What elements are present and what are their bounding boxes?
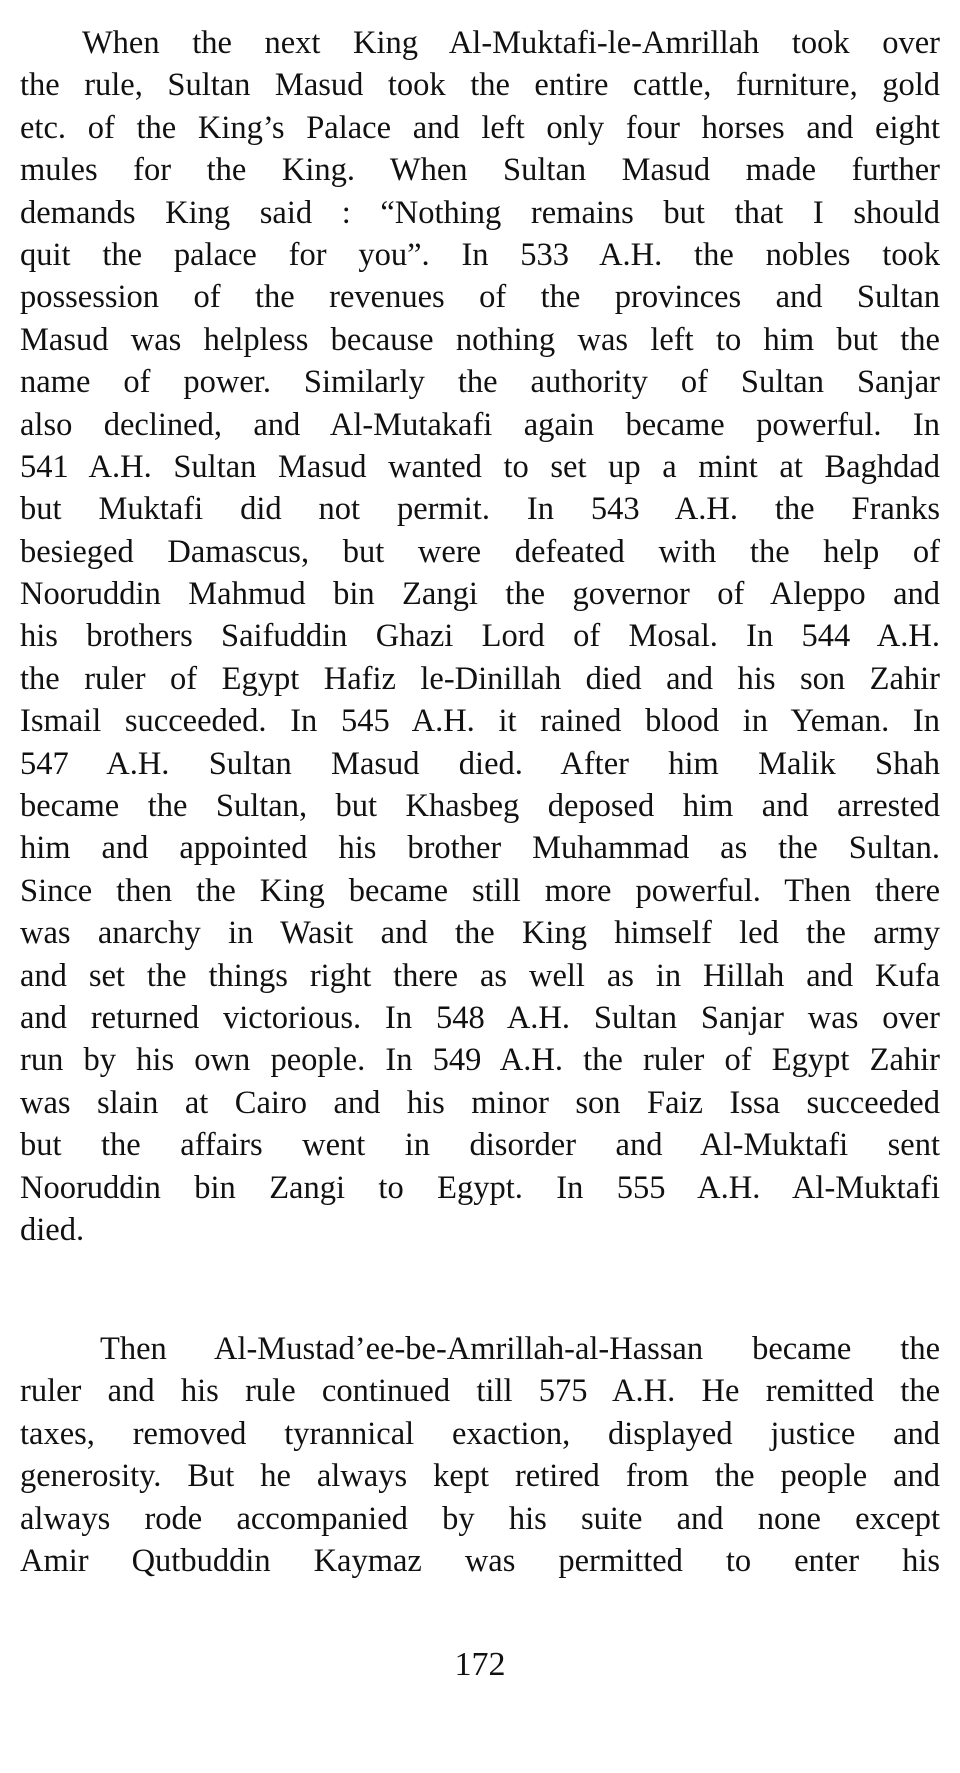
text-line: quit the palace for you”. In 533 A.H. the nobles took [20, 236, 940, 273]
text-line: Then Al-Mustad’ee-be-Amrillah-al-Hassan became the [100, 1331, 940, 1367]
text-line: Masud was helpless because nothing was left to him but the [20, 321, 940, 358]
text-line: Nooruddin Mahmud bin Zangi the governor of Aleppo and [20, 576, 940, 613]
text-line: ruler and his rule continued till 575 A.H. He remitted the [20, 1373, 940, 1410]
text-line: Amir Qutbuddin Kaymaz was permitted to enter his [20, 1542, 940, 1579]
text-line: him and appointed his brother Muhammad as the Sultan. [20, 830, 940, 867]
text-line: always rode accompanied by his suite and none except [20, 1500, 940, 1537]
text-line: 541 A.H. Sultan Masud wanted to set up a mint at Baghdad [20, 448, 940, 485]
text-line: When the next King Al-Muktafi-le-Amrillah took over [82, 25, 940, 61]
text-line: but Muktafi did not permit. In 543 A.H. the Franks [20, 491, 940, 528]
text-line: Ismail succeeded. In 545 A.H. it rained blood in Yeman. In [20, 703, 940, 740]
paragraph-1 [20, 22, 940, 1251]
text-line: but the affairs went in disorder and Al-Muktafi sent [20, 1127, 940, 1164]
text-line: generosity. But he always kept retired from the people and [20, 1458, 940, 1495]
text-line: also declined, and Al-Mutakafi again became powerful. In [20, 406, 940, 443]
text-line: and returned victorious. In 548 A.H. Sultan Sanjar was over [20, 999, 940, 1036]
page-number: 172 [454, 1646, 506, 1683]
text-line: run by his own people. In 549 A.H. the ruler of Egypt Zahir [20, 1042, 940, 1079]
text-line: Since then the King became still more powerful. Then there [20, 872, 940, 909]
text-line: his brothers Saifuddin Ghazi Lord of Mosal. In 544 A.H. [20, 618, 940, 655]
text-line: was anarchy in Wasit and the King himself led the army [20, 915, 940, 952]
text-line: taxes, removed tyrannical exaction, displayed justice and [20, 1415, 940, 1452]
text-line: possession of the revenues of the provinces and Sultan [20, 279, 940, 316]
text-line: the rule, Sultan Masud took the entire cattle, furniture, gold [20, 67, 940, 104]
text-line: name of power. Similarly the authority of Sultan Sanjar [20, 364, 940, 401]
text-line: demands King said : “Nothing remains but that I should [20, 194, 940, 231]
text-line: the ruler of Egypt Hafiz le-Dinillah died and his son Zahir [20, 660, 940, 697]
text-line: mules for the King. When Sultan Masud made further [20, 152, 940, 189]
text-line: 547 A.H. Sultan Masud died. After him Malik Shah [20, 745, 940, 782]
text-line: besieged Damascus, but were defeated with the help of [20, 533, 940, 570]
text-line: and set the things right there as well as in Hillah and Kufa [20, 957, 940, 994]
text-line: became the Sultan, but Khasbeg deposed him and arrested [20, 788, 940, 825]
text-line: etc. of the King’s Palace and left only four horses and eight [20, 109, 940, 146]
text-line: died. [20, 1211, 85, 1248]
text-line: was slain at Cairo and his minor son Faiz Issa succeeded [20, 1084, 940, 1121]
text-line: Nooruddin bin Zangi to Egypt. In 555 A.H. Al-Muktafi [20, 1169, 940, 1206]
paragraph-2 [20, 1328, 940, 1582]
